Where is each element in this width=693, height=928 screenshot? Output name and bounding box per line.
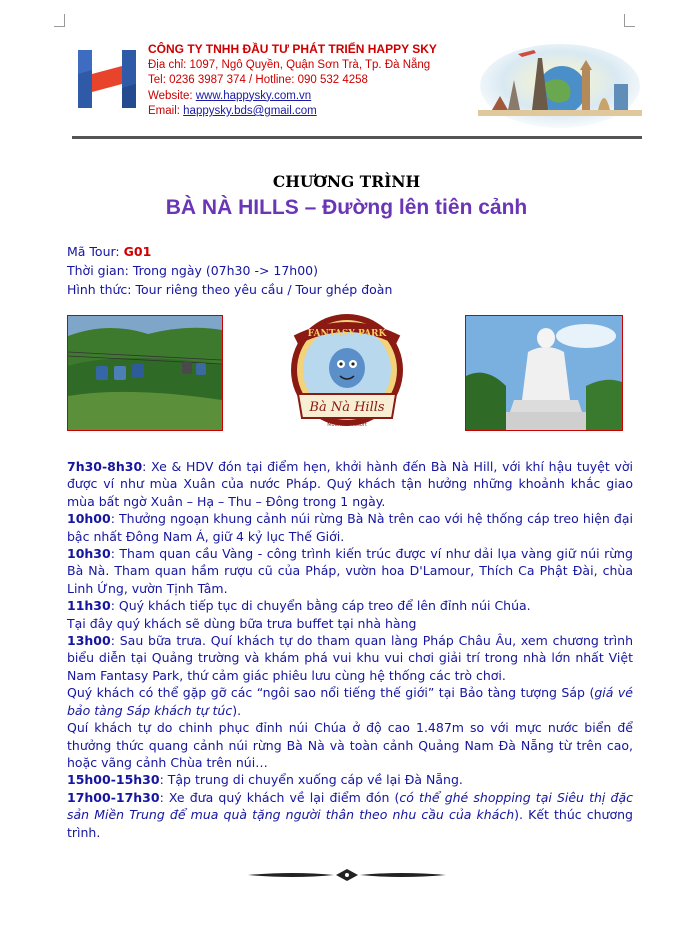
email-link[interactable]: happysky.bds@gmail.com <box>183 105 317 117</box>
letterhead <box>72 38 642 136</box>
itinerary-note: Quý khách có thể gặp gỡ các “ngôi sao nổi tiếng thế giới” tại Bảo tàng tượng Sáp (giá vé bảo tàng Sáp khách tự túc). <box>67 685 633 718</box>
travel-landmarks-image <box>478 40 642 128</box>
itinerary-time: 17h00-17h30 <box>67 789 160 805</box>
tour-info <box>67 242 392 299</box>
itinerary <box>67 458 633 841</box>
ba-na-hills-text: Bà Nà Hills <box>309 400 385 415</box>
itinerary-note: Tại đây quý khách sẽ dùng bữa trưa buffet tại nhà hàng <box>67 615 417 631</box>
itinerary-item: 13h00: Sau bữa trưa. Quí khách tự do tham quan làng Pháp Châu Âu, xem chương trình biểu diễn tại Quảng trường và khám phá vui khu vui chơi giải trí trong nhà lớn nhất Việt Nam Fantasy Park, thứ cảm giác phiêu lưu cùng hệ thống các trò chơi. <box>67 633 633 683</box>
crop-mark-top-left <box>54 14 65 27</box>
company-logo-icon <box>76 44 138 116</box>
company-info <box>148 42 437 120</box>
program-heading: CHƯƠNG TRÌNH <box>272 172 421 191</box>
itinerary-time: 10h00 <box>67 511 111 527</box>
website-link[interactable]: www.happysky.com.vn <box>195 89 312 102</box>
company-address: Địa chỉ: 1097, Ngô Quyền, Quận Sơn Trà, Tp. Đà Nẵng <box>148 58 431 71</box>
itinerary-item: 17h00-17h30: Xe đưa quý khách về lại điểm đón (có thể ghé shopping tại Siêu thị đặc sản Miền Trung để mua quà tặng người thân theo nhu cầu của khách). Kết thúc chương trình. <box>67 789 634 840</box>
fantasy-park-logo-image <box>284 310 410 434</box>
fantasy-park-text: FANTASY PARK <box>307 329 387 339</box>
itinerary-item: 11h30: Quý khách tiếp tục di chuyển bằng cáp treo để lên đỉnh núi Chúa. <box>67 598 531 614</box>
itinerary-item: 10h30: Tham quan cầu Vàng - công trình kiến trúc được ví như dải lụa vàng giữ núi rừng Bà Nà. Tham quan hầm rượu cũ của Pháp, vườn hoa D'Lamour, Thích Ca Phật Đài, chùa Linh Ứng, vườn Tịnh Tâm. <box>67 546 633 596</box>
email-label: Email: <box>148 105 184 117</box>
itinerary-time: 11h30 <box>67 598 111 614</box>
cable-car-photo <box>67 315 223 431</box>
itinerary-time: 15h00-15h30 <box>67 772 160 788</box>
itinerary-item: 10h00: Thưởng ngoạn khung cảnh núi rừng Bà Nà trên cao với hệ thống cáp treo hiện đại bậc nhất Đông Nam Á, giữ 4 kỷ lục Thế Giới. <box>67 511 633 544</box>
ornament-divider-icon <box>244 867 450 883</box>
tour-form: Hình thức: Tour riêng theo yêu cầu / Tour ghép đoàn <box>67 282 393 297</box>
mountain-resort-text: Mountain resort <box>327 422 367 428</box>
itinerary-time: 10h30 <box>67 546 111 562</box>
tour-code-label: Mã Tour: <box>67 244 124 259</box>
website-label: Website: <box>148 89 196 102</box>
crop-mark-top-right <box>624 14 635 27</box>
header-divider <box>72 136 642 139</box>
tour-time: Thời gian: Trong ngày (07h30 -> 17h00) <box>67 263 319 278</box>
tour-title: BÀ NÀ HILLS – Đường lên tiên cảnh <box>165 196 528 219</box>
company-phone: Tel: 0236 3987 374 / Hotline: 090 532 4258 <box>148 74 368 86</box>
company-name: CÔNG TY TNHH ĐẦU TƯ PHÁT TRIỂN HAPPY SKY <box>148 42 437 56</box>
buddha-statue-photo <box>465 315 623 431</box>
itinerary-time: 7h30-8h30 <box>67 459 143 474</box>
itinerary-note: Quí khách tự do chinh phục đỉnh núi Chúa ở độ cao 1.487m so với mực nước biển để thưởng thức quang cảnh núi rừng Bà Nà và toàn cảnh Quảng Nam Đà Nẵng từ trên cao, hoặc vãng cảnh Chùa trên núi… <box>67 720 633 770</box>
itinerary-item: 7h30-8h30: Xe & HDV đón tại điểm hẹn, khởi hành đến Bà Nà Hill, với khí hậu tuyệt vời được ví như mùa Xuân của nước Pháp. Quý khách tận hưởng những khoảnh khắc giao mùa bất ngờ Xuân – Hạ – Thu – Đông trong 1 ngày. <box>67 459 633 509</box>
itinerary-item: 15h00-15h30: Tập trung di chuyển xuống cáp về lại Đà Nẵng. <box>67 772 463 788</box>
itinerary-time: 13h00 <box>67 633 111 649</box>
tour-code: G01 <box>123 244 152 259</box>
